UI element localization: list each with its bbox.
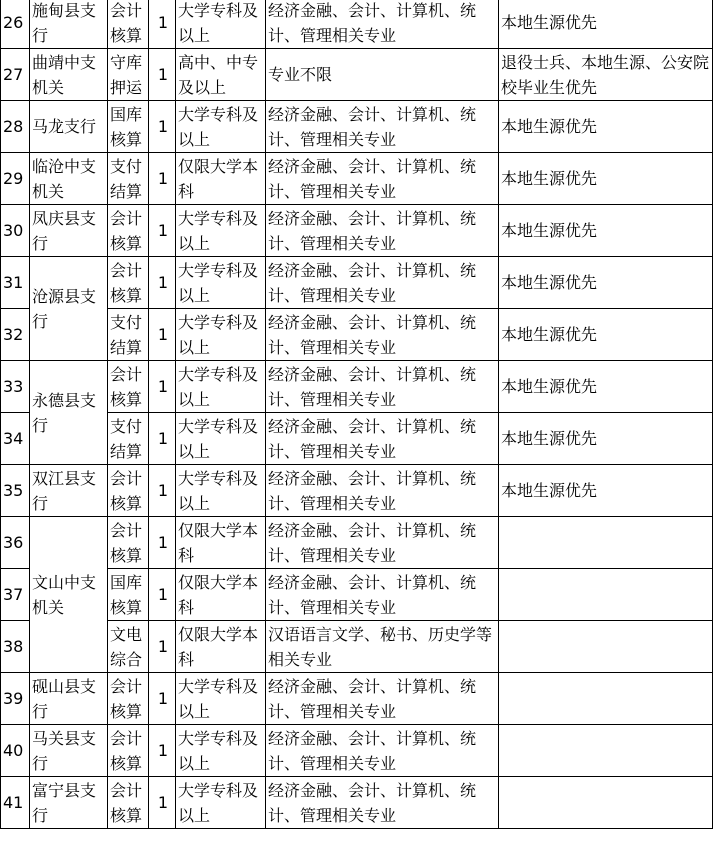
count-cell: 1 xyxy=(149,257,176,309)
note-cell: 本地生源优先 xyxy=(499,257,713,309)
education-cell: 大学专科及以上 xyxy=(176,673,266,725)
row-number: 29 xyxy=(1,153,30,205)
count-cell: 1 xyxy=(149,673,176,725)
table-row xyxy=(1,517,713,569)
count-cell: 1 xyxy=(149,621,176,673)
note-cell: 本地生源优先 xyxy=(499,413,713,465)
unit-cell: 沧源县支行 xyxy=(30,257,108,361)
count-cell: 1 xyxy=(149,517,176,569)
unit-cell: 永德县支行 xyxy=(30,361,108,465)
count-cell: 1 xyxy=(149,569,176,621)
unit-cell: 马关县支行 xyxy=(30,725,108,777)
position-cell: 会计核算 xyxy=(108,725,149,777)
count-cell: 1 xyxy=(149,309,176,361)
unit-cell: 曲靖中支机关 xyxy=(30,49,108,101)
major-cell: 经济金融、会计、计算机、统计、管理相关专业 xyxy=(266,413,499,465)
position-cell: 守库押运 xyxy=(108,49,149,101)
major-cell: 经济金融、会计、计算机、统计、管理相关专业 xyxy=(266,517,499,569)
table-row xyxy=(1,777,713,829)
table-row xyxy=(1,49,713,101)
education-cell: 大学专科及以上 xyxy=(176,777,266,829)
row-number: 38 xyxy=(1,621,30,673)
row-number: 36 xyxy=(1,517,30,569)
count-cell: 1 xyxy=(149,465,176,517)
education-cell: 大学专科及以上 xyxy=(176,205,266,257)
education-cell: 大学专科及以上 xyxy=(176,361,266,413)
education-cell: 仅限大学本科 xyxy=(176,153,266,205)
table-row xyxy=(1,101,713,153)
major-cell: 经济金融、会计、计算机、统计、管理相关专业 xyxy=(266,673,499,725)
education-cell: 大学专科及以上 xyxy=(176,465,266,517)
education-cell: 高中、中专及以上 xyxy=(176,49,266,101)
row-number: 31 xyxy=(1,257,30,309)
education-cell: 大学专科及以上 xyxy=(176,309,266,361)
unit-cell: 富宁县支行 xyxy=(30,777,108,829)
row-number: 40 xyxy=(1,725,30,777)
count-cell: 1 xyxy=(149,153,176,205)
position-cell: 文电综合 xyxy=(108,621,149,673)
position-cell: 会计核算 xyxy=(108,777,149,829)
note-cell: 本地生源优先 xyxy=(499,465,713,517)
major-cell: 经济金融、会计、计算机、统计、管理相关专业 xyxy=(266,725,499,777)
unit-cell: 砚山县支行 xyxy=(30,673,108,725)
unit-cell: 凤庆县支行 xyxy=(30,205,108,257)
table-row xyxy=(1,0,713,49)
unit-cell: 文山中支机关 xyxy=(30,517,108,673)
table-row xyxy=(1,465,713,517)
position-cell: 会计核算 xyxy=(108,517,149,569)
position-cell: 会计核算 xyxy=(108,465,149,517)
major-cell: 经济金融、会计、计算机、统计、管理相关专业 xyxy=(266,0,499,49)
unit-cell: 施甸县支行 xyxy=(30,0,108,49)
row-number: 28 xyxy=(1,101,30,153)
table-row xyxy=(1,621,713,673)
position-cell: 会计核算 xyxy=(108,361,149,413)
note-cell: 本地生源优先 xyxy=(499,101,713,153)
note-cell xyxy=(499,517,713,569)
note-cell xyxy=(499,673,713,725)
table-row xyxy=(1,309,713,361)
note-cell: 本地生源优先 xyxy=(499,153,713,205)
row-number: 35 xyxy=(1,465,30,517)
row-number: 33 xyxy=(1,361,30,413)
row-number: 37 xyxy=(1,569,30,621)
row-number: 34 xyxy=(1,413,30,465)
count-cell: 1 xyxy=(149,413,176,465)
major-cell: 经济金融、会计、计算机、统计、管理相关专业 xyxy=(266,361,499,413)
table-body xyxy=(1,0,713,829)
note-cell xyxy=(499,569,713,621)
unit-cell: 马龙支行 xyxy=(30,101,108,153)
table-row xyxy=(1,673,713,725)
major-cell: 经济金融、会计、计算机、统计、管理相关专业 xyxy=(266,777,499,829)
count-cell: 1 xyxy=(149,49,176,101)
education-cell: 大学专科及以上 xyxy=(176,0,266,49)
count-cell: 1 xyxy=(149,101,176,153)
count-cell: 1 xyxy=(149,725,176,777)
note-cell: 本地生源优先 xyxy=(499,309,713,361)
note-cell: 本地生源优先 xyxy=(499,205,713,257)
table-row xyxy=(1,205,713,257)
table-row xyxy=(1,257,713,309)
position-cell: 支付结算 xyxy=(108,309,149,361)
major-cell: 经济金融、会计、计算机、统计、管理相关专业 xyxy=(266,101,499,153)
note-cell: 退役士兵、本地生源、公安院校毕业生优先 xyxy=(499,49,713,101)
position-cell: 会计核算 xyxy=(108,673,149,725)
note-cell xyxy=(499,777,713,829)
note-cell xyxy=(499,621,713,673)
unit-cell: 临沧中支机关 xyxy=(30,153,108,205)
major-cell: 经济金融、会计、计算机、统计、管理相关专业 xyxy=(266,465,499,517)
count-cell: 1 xyxy=(149,205,176,257)
education-cell: 仅限大学本科 xyxy=(176,517,266,569)
note-cell xyxy=(499,725,713,777)
row-number: 41 xyxy=(1,777,30,829)
row-number: 30 xyxy=(1,205,30,257)
position-cell: 会计核算 xyxy=(108,0,149,49)
education-cell: 仅限大学本科 xyxy=(176,569,266,621)
row-number: 26 xyxy=(1,0,30,49)
position-cell: 国库核算 xyxy=(108,101,149,153)
table-row xyxy=(1,725,713,777)
position-cell: 会计核算 xyxy=(108,205,149,257)
count-cell: 1 xyxy=(149,777,176,829)
position-cell: 会计核算 xyxy=(108,257,149,309)
row-number: 39 xyxy=(1,673,30,725)
education-cell: 仅限大学本科 xyxy=(176,621,266,673)
major-cell: 专业不限 xyxy=(266,49,499,101)
note-cell: 本地生源优先 xyxy=(499,0,713,49)
major-cell: 经济金融、会计、计算机、统计、管理相关专业 xyxy=(266,257,499,309)
major-cell: 经济金融、会计、计算机、统计、管理相关专业 xyxy=(266,569,499,621)
major-cell: 经济金融、会计、计算机、统计、管理相关专业 xyxy=(266,153,499,205)
major-cell: 经济金融、会计、计算机、统计、管理相关专业 xyxy=(266,205,499,257)
major-cell: 汉语语言文学、秘书、历史学等相关专业 xyxy=(266,621,499,673)
note-cell: 本地生源优先 xyxy=(499,361,713,413)
row-number: 32 xyxy=(1,309,30,361)
major-cell: 经济金融、会计、计算机、统计、管理相关专业 xyxy=(266,309,499,361)
position-cell: 支付结算 xyxy=(108,413,149,465)
education-cell: 大学专科及以上 xyxy=(176,725,266,777)
table-row xyxy=(1,413,713,465)
count-cell: 1 xyxy=(149,361,176,413)
education-cell: 大学专科及以上 xyxy=(176,257,266,309)
position-cell: 支付结算 xyxy=(108,153,149,205)
table-row xyxy=(1,153,713,205)
education-cell: 大学专科及以上 xyxy=(176,413,266,465)
unit-cell: 双江县支行 xyxy=(30,465,108,517)
education-cell: 大学专科及以上 xyxy=(176,101,266,153)
count-cell: 1 xyxy=(149,0,176,49)
row-number: 27 xyxy=(1,49,30,101)
table-row xyxy=(1,361,713,413)
position-cell: 国库核算 xyxy=(108,569,149,621)
table-row xyxy=(1,569,713,621)
